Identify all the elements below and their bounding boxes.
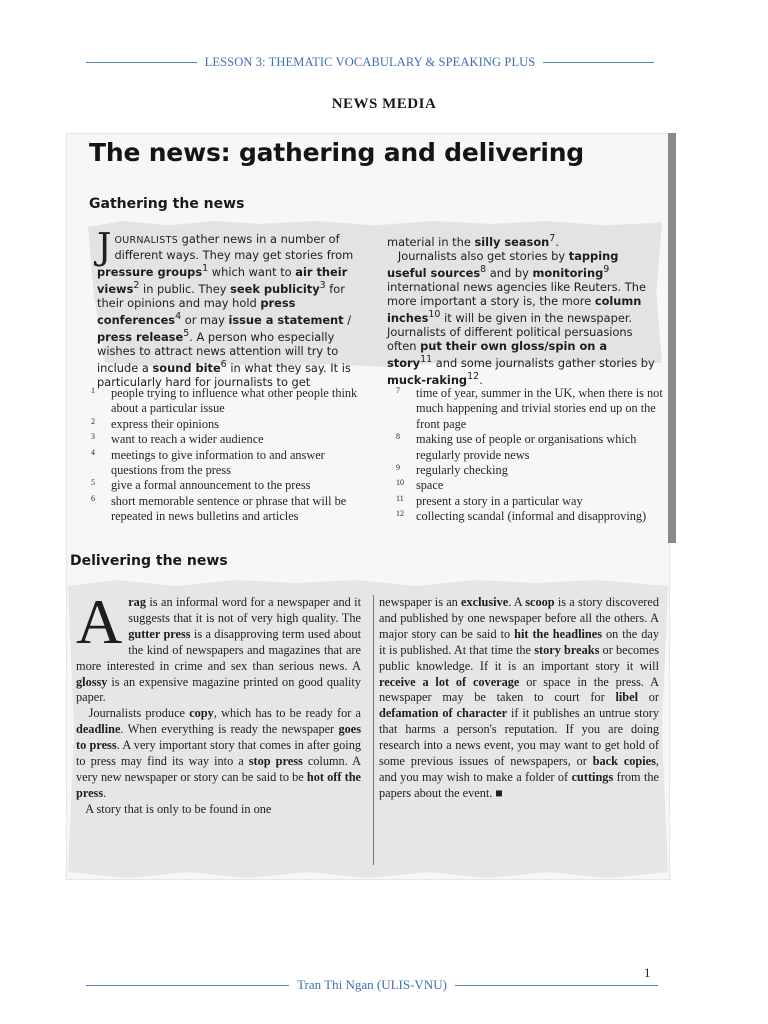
page-number: 1 xyxy=(644,965,651,980)
note-number: 5 xyxy=(91,478,95,488)
vocabulary-notes-right xyxy=(396,386,664,525)
vocabulary-note xyxy=(396,386,664,432)
note-number: 12 xyxy=(396,509,404,519)
vocabulary-note xyxy=(396,509,664,524)
note-number: 2 xyxy=(91,416,95,426)
note-text: want to reach a wider audience xyxy=(111,432,264,447)
vocabulary-notes-left xyxy=(91,386,361,525)
note-text: space xyxy=(416,478,444,493)
note-text: time of year, summer in the UK, when there is not much happening and trivial stories end up on the front page xyxy=(416,386,663,431)
vocabulary-note xyxy=(91,432,361,447)
vocabulary-note xyxy=(91,448,361,479)
note-number: 10 xyxy=(396,478,404,488)
document-title: NEWS MEDIA xyxy=(331,96,437,112)
note-number: 3 xyxy=(91,432,95,442)
note-text: short memorable sentence or phrase that will be repeated in news bulletins and articles xyxy=(111,493,347,524)
note-text: present a story in a particular way xyxy=(416,493,583,508)
scan-edge-shadow xyxy=(668,133,676,543)
header-lesson-title: LESSON 3: THEMATIC VOCABULARY & SPEAKING PLUS xyxy=(204,55,536,69)
gathering-column-left: JOURNALISTS gather news in a number of different ways. They may get stories from pressure groups$^1$ which want to air their views$^2$ in public. They seek publicity$^3$ for their opinions and may hold press conferences$^4$ or may issue a statement / press release$^5$. A person who especially wishes to attract news attention will try to include a sound bite$^6$ in what they say. It is particularly hard for journalists to get xyxy=(97,227,354,389)
header xyxy=(86,55,654,70)
vocabulary-note xyxy=(91,386,361,417)
vocabulary-note xyxy=(396,432,664,463)
footer-rule-left xyxy=(86,985,289,986)
section-heading-gathering: Gathering the news xyxy=(89,196,245,212)
note-text: collecting scandal (informal and disapproving) xyxy=(416,509,647,524)
note-text: people trying to influence what other people think about a particular issue xyxy=(111,386,358,416)
note-number: 11 xyxy=(396,493,404,503)
note-number: 6 xyxy=(91,493,95,503)
note-text: meetings to give information to and answer questions from the press xyxy=(111,447,325,478)
note-number: 7 xyxy=(396,386,400,395)
gathering-column-right: material in the silly season$^7$. Journalists also get stories by tapping useful sources$^8$ and by monitoring$^9$ international news agencies like Reuters. The more important a story is, the more column inches$^{10}$ it will be given in the newspaper. Journalists of different political persuasions often put their own gloss/spin on a story$^{11}$ and some journalists gather stories by muck-raking$^{12}$. xyxy=(387,233,655,387)
note-text: making use of people or organisations which regularly provide news xyxy=(416,432,637,462)
note-text: express their opinions xyxy=(111,416,219,431)
vocabulary-note xyxy=(396,463,664,478)
vocabulary-note xyxy=(91,417,361,432)
note-number: 9 xyxy=(396,463,400,473)
delivering-column-left: Arag is an informal word for a newspaper and it suggests that it is not of very high quality. The gutter press is a disapproving term used about the kind of newspapers and magazines that are more interested in crime and sex than serious news. A glossy is an expensive magazine printed on good quality paper. Journalists produce copy, which has to be ready for a deadline. When everything is ready the newspaper goes to press. A very important story that comes in after going to press may find its way into a stop press column. A very new newspaper or story can be said to be hot off the press. A story that is only to be found in one xyxy=(76,586,362,816)
footer-rule-right xyxy=(455,985,658,986)
vocabulary-note xyxy=(396,478,664,493)
vocabulary-note xyxy=(91,478,361,493)
vocabulary-note xyxy=(396,494,664,509)
note-number: 4 xyxy=(91,447,95,457)
note-text: give a formal announcement to the press xyxy=(111,478,311,493)
page-main-title: The news: gathering and delivering xyxy=(89,138,585,167)
header-rule-right xyxy=(543,62,654,63)
column-divider xyxy=(373,595,374,865)
footer-author: Tran Thi Ngan (ULIS-VNU) xyxy=(297,977,447,992)
note-text: regularly checking xyxy=(416,463,508,478)
delivering-column-right: newspaper is an exclusive. A scoop is a story discovered and published by one newspaper before all the others. A major story can be said to hit the headlines on the day it is published. At that time the story breaks or becomes public knowledge. If it is an important story it will receive a lot of coverage or space in the press. A newspaper may be taken to court for libel or defamation of character if it publishes an untrue story that harms a person's reputation. If you are doing research into a news event, you may want to get hold of some previous issues of newspapers, or back copies, and you may wish to make a folder of cuttings from the papers about the event. ■ xyxy=(379,595,660,800)
note-number: 1 xyxy=(91,386,95,395)
footer xyxy=(86,977,658,993)
vocabulary-note xyxy=(91,494,361,525)
note-number: 8 xyxy=(396,432,400,442)
header-rule-left xyxy=(86,62,197,63)
section-heading-delivering: Delivering the news xyxy=(70,553,228,569)
scanned-page xyxy=(66,133,670,880)
